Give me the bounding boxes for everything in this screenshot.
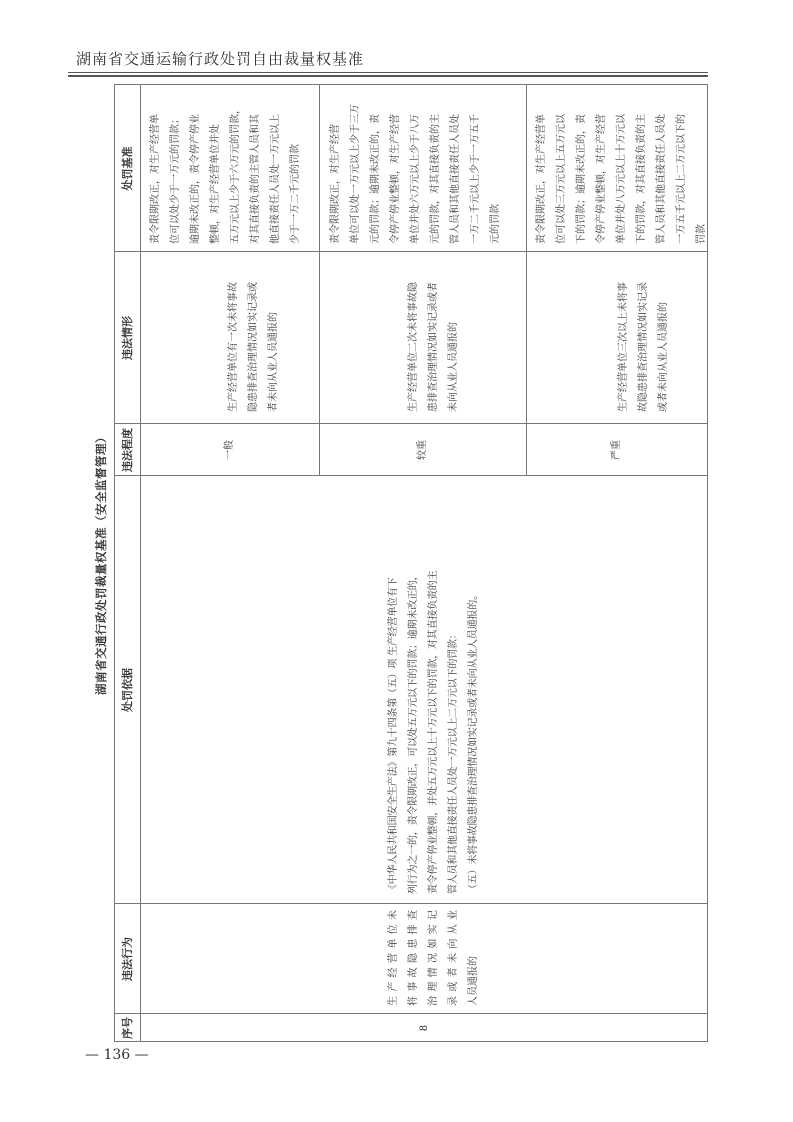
violation-line: 生产经营单位未 <box>388 910 399 1006</box>
degree-cell-severe: 严重 <box>611 440 622 460</box>
basis-line: 管人员和其他直接责任人员处一万元以上二万元以下的罚款： <box>448 629 459 894</box>
penalty-cell-serious <box>326 88 506 244</box>
penalty-line: 他直接责任人员处一万元以上 <box>270 114 281 244</box>
penalty-line: 元的罚款 <box>490 204 501 244</box>
header-rule-bottom <box>68 75 708 77</box>
penalty-line: 位可以处少于一万元的罚款； <box>170 114 181 244</box>
basis-line: 责令停产停业整顿，并处五万元以上十万元以下的罚款，对其直接负责的主 <box>428 570 439 894</box>
col-divider-2 <box>114 903 708 904</box>
basis-cell <box>384 482 484 894</box>
penalty-line: 整顿，对生产经营单位并处 <box>210 124 221 244</box>
rotated-table-block <box>88 84 708 1042</box>
penalty-line: 一万五千元以上二万元以下的 <box>676 114 687 244</box>
situation-line: 生产经营单位有一次未将事故 <box>228 282 239 412</box>
table-border-right <box>114 84 708 85</box>
violation-line: 录或者未向从业 <box>448 910 459 1006</box>
violation-line: 人员通报的 <box>468 956 479 1006</box>
page-number: — 136 — <box>85 1047 149 1063</box>
degree-cell-general: 一般 <box>224 440 235 460</box>
situation-cell-general <box>224 260 284 412</box>
penalty-line: 下的罚款；逾期未改正的，责 <box>576 114 587 244</box>
penalty-line: 五万元以上少于六万元的罚款， <box>230 104 241 244</box>
header-row-divider <box>140 84 141 1042</box>
situation-line: 生产经营单位三次以上未将事 <box>618 282 629 412</box>
penalty-line: 位可以处三万元以上五万元以 <box>556 114 567 244</box>
penalty-line: 责令限期改正，对生产经营 <box>330 124 341 244</box>
situation-cell-serious <box>404 260 464 412</box>
situation-line: 故隐患排查治理情况如实记录 <box>638 282 649 412</box>
penalty-cell-severe <box>532 88 712 244</box>
violation-cell <box>384 910 484 1006</box>
penalty-line: 一万二千元以上少于一万五千 <box>470 114 481 244</box>
col-header-violation: 违法行为 <box>121 937 134 981</box>
table-caption: 湖南省交通行政处罚裁量权基准（安全监督管理） <box>94 431 108 695</box>
penalty-line: 单位并处六万元以上少于八万 <box>410 114 421 244</box>
basis-line: 《中华人民共和国安全生产法》第九十四条第（五）项 生产经营单位有下 <box>388 577 399 894</box>
penalty-line: 管人员和其他直接责任人员处 <box>656 114 667 244</box>
penalty-line: 对其直接负责的主管人员和其 <box>250 114 261 244</box>
penalty-line: 责令限期改正，对生产经营单 <box>150 114 161 244</box>
basis-line: 列行为之一的，责令限期改正，可以处五万元以下的罚款；逾期未改正的， <box>408 570 419 894</box>
situation-line: 未向从业人员通报的 <box>448 322 459 412</box>
situation-line: 或者未向从业人员通报的 <box>658 302 669 412</box>
penalty-line: 令停产停业整顿，对生产经营 <box>596 114 607 244</box>
penalty-line: 少于一万二千元的罚款 <box>290 144 301 244</box>
penalty-line: 逾期未改正的，责令停产停业 <box>190 114 201 244</box>
col-divider-5 <box>114 251 708 252</box>
penalty-line: 罚款 <box>696 224 707 244</box>
penalty-table <box>114 84 708 1042</box>
basis-line: （五）未将事故隐患排查治理情况如实记录或者未向从业人员通报的。 <box>468 590 479 894</box>
level-divider-2 <box>526 84 527 476</box>
situation-line: 者未向从业人员通报的 <box>268 312 279 412</box>
col-header-basis: 处罚依据 <box>121 668 134 712</box>
violation-line: 治理情况如实记 <box>428 910 439 1006</box>
degree-cell-serious: 较重 <box>417 440 428 460</box>
header-rule-top <box>68 72 708 73</box>
col-header-situation: 违法情形 <box>121 316 134 360</box>
penalty-line: 责令限期改正，对生产经营单 <box>536 114 547 244</box>
penalty-line: 令停产停业整顿，对生产经营 <box>390 114 401 244</box>
situation-cell-severe <box>614 260 674 412</box>
col-header-degree: 违法程度 <box>121 428 134 472</box>
seq-cell: 8 <box>418 1024 430 1032</box>
penalty-line: 单位并处八万元以上十万元以 <box>616 114 627 244</box>
col-header-seq: 序号 <box>121 1017 134 1039</box>
situation-line: 患排查治理情况如实记录或者 <box>428 282 439 412</box>
penalty-line: 元的罚款；逾期未改正的，责 <box>370 114 381 244</box>
penalty-cell-general <box>146 88 306 244</box>
violation-line: 将事故隐患排查 <box>408 910 419 1006</box>
penalty-line: 单位可以处一万元以上少于三万 <box>350 104 361 244</box>
col-header-penalty: 处罚基准 <box>121 146 134 191</box>
penalty-line: 下的罚款，对其直接负责的主 <box>636 114 647 244</box>
penalty-line: 管人员和其他直接责任人员处 <box>450 114 461 244</box>
level-divider-1 <box>319 84 320 476</box>
situation-line: 隐患排查治理情况如实记录或 <box>248 282 259 412</box>
situation-line: 生产经营单位二次未将事故隐 <box>408 282 419 412</box>
running-header-title: 湖南省交通运输行政处罚自由裁量权基准 <box>76 50 365 68</box>
penalty-line: 元的罚款，对其直接负责的主 <box>430 114 441 244</box>
